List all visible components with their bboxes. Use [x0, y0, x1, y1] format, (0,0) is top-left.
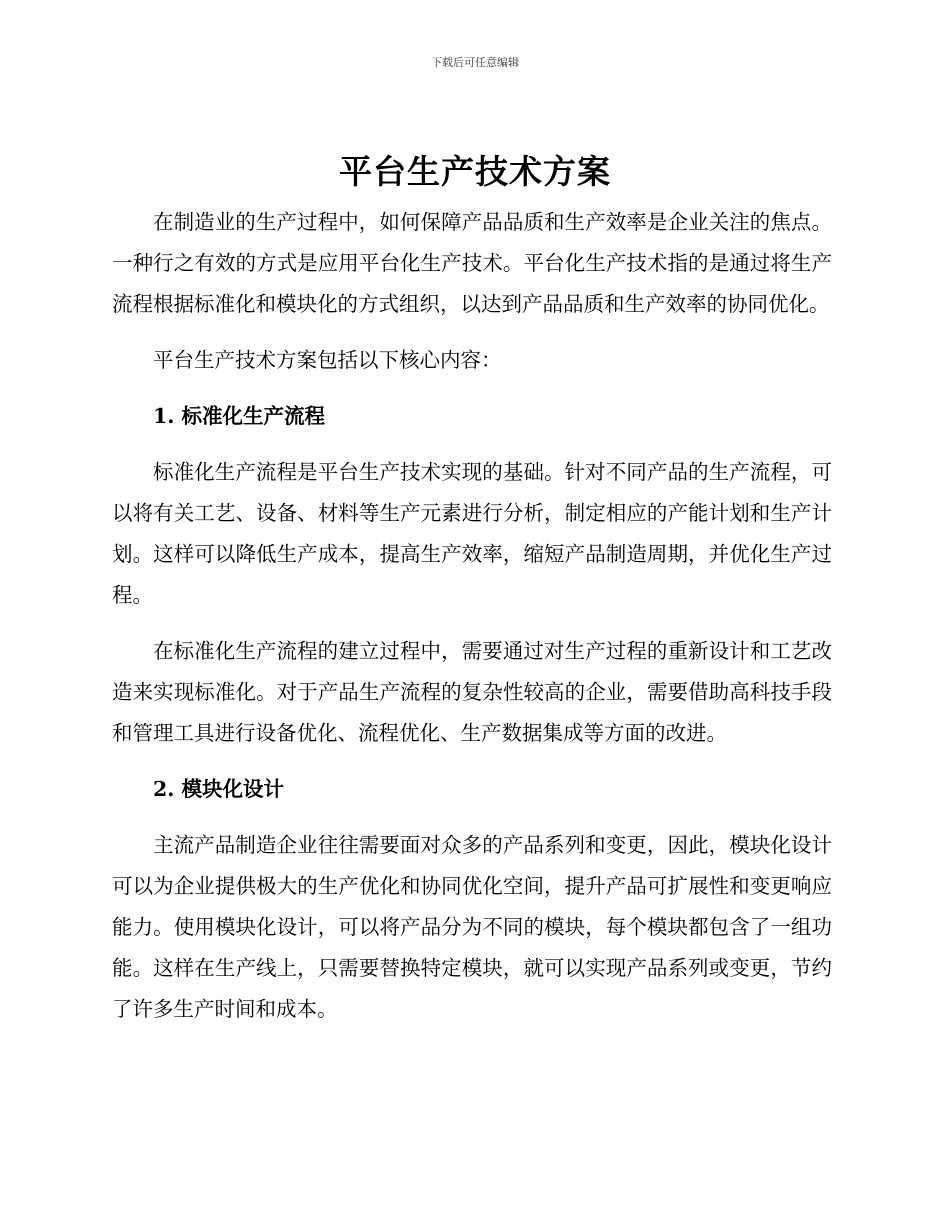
section-1-paragraph-2: 在标准化生产流程的建立过程中，需要通过对生产过程的重新设计和工艺改造来实现标准化。对于产品生产流程的复杂性较高的企业，需要借助高科技手段和管理工具进行设备优化、流程优化、生产数据集成等方面的改进。 [112, 639, 832, 745]
intro-paragraph: 在制造业的生产过程中，如何保障产品品质和生产效率是企业关注的焦点。一种行之有效的方式是应用平台化生产技术。平台化生产技术指的是通过将生产流程根据标准化和模块化的方式组织，以达到产品品质和生产效率的协同优化。 [112, 210, 832, 316]
document-body [112, 202, 832, 1030]
section-heading-modular-design: 2. 模块化设计 [153, 777, 285, 801]
summary-paragraph: 平台生产技术方案包括以下核心内容： [153, 348, 502, 372]
page-header: 下载后可任意编辑 [431, 56, 519, 69]
section-2-paragraph-1: 主流产品制造企业往往需要面对众多的产品系列和变更，因此，模块化设计可以为企业提供极大的生产优化和协同优化空间，提升产品可扩展性和变更响应能力。使用模块化设计，可以将产品分为不同的模块，每个模块都包含了一组功能。这样在生产线上，只需要替换特定模块，就可以实现产品系列或变更，节约了许多生产时间和成本。 [112, 833, 832, 1021]
section-1-paragraph-1: 标准化生产流程是平台生产技术实现的基础。针对不同产品的生产流程，可以将有关工艺、设备、材料等生产元素进行分析，制定相应的产能计划和生产计划。这样可以降低生产成本，提高生产效率，缩短产品制造周期，并优化生产过程。 [112, 460, 832, 607]
section-heading-standardization: 1. 标准化生产流程 [153, 404, 326, 428]
document-title: 平台生产技术方案 [339, 152, 611, 191]
